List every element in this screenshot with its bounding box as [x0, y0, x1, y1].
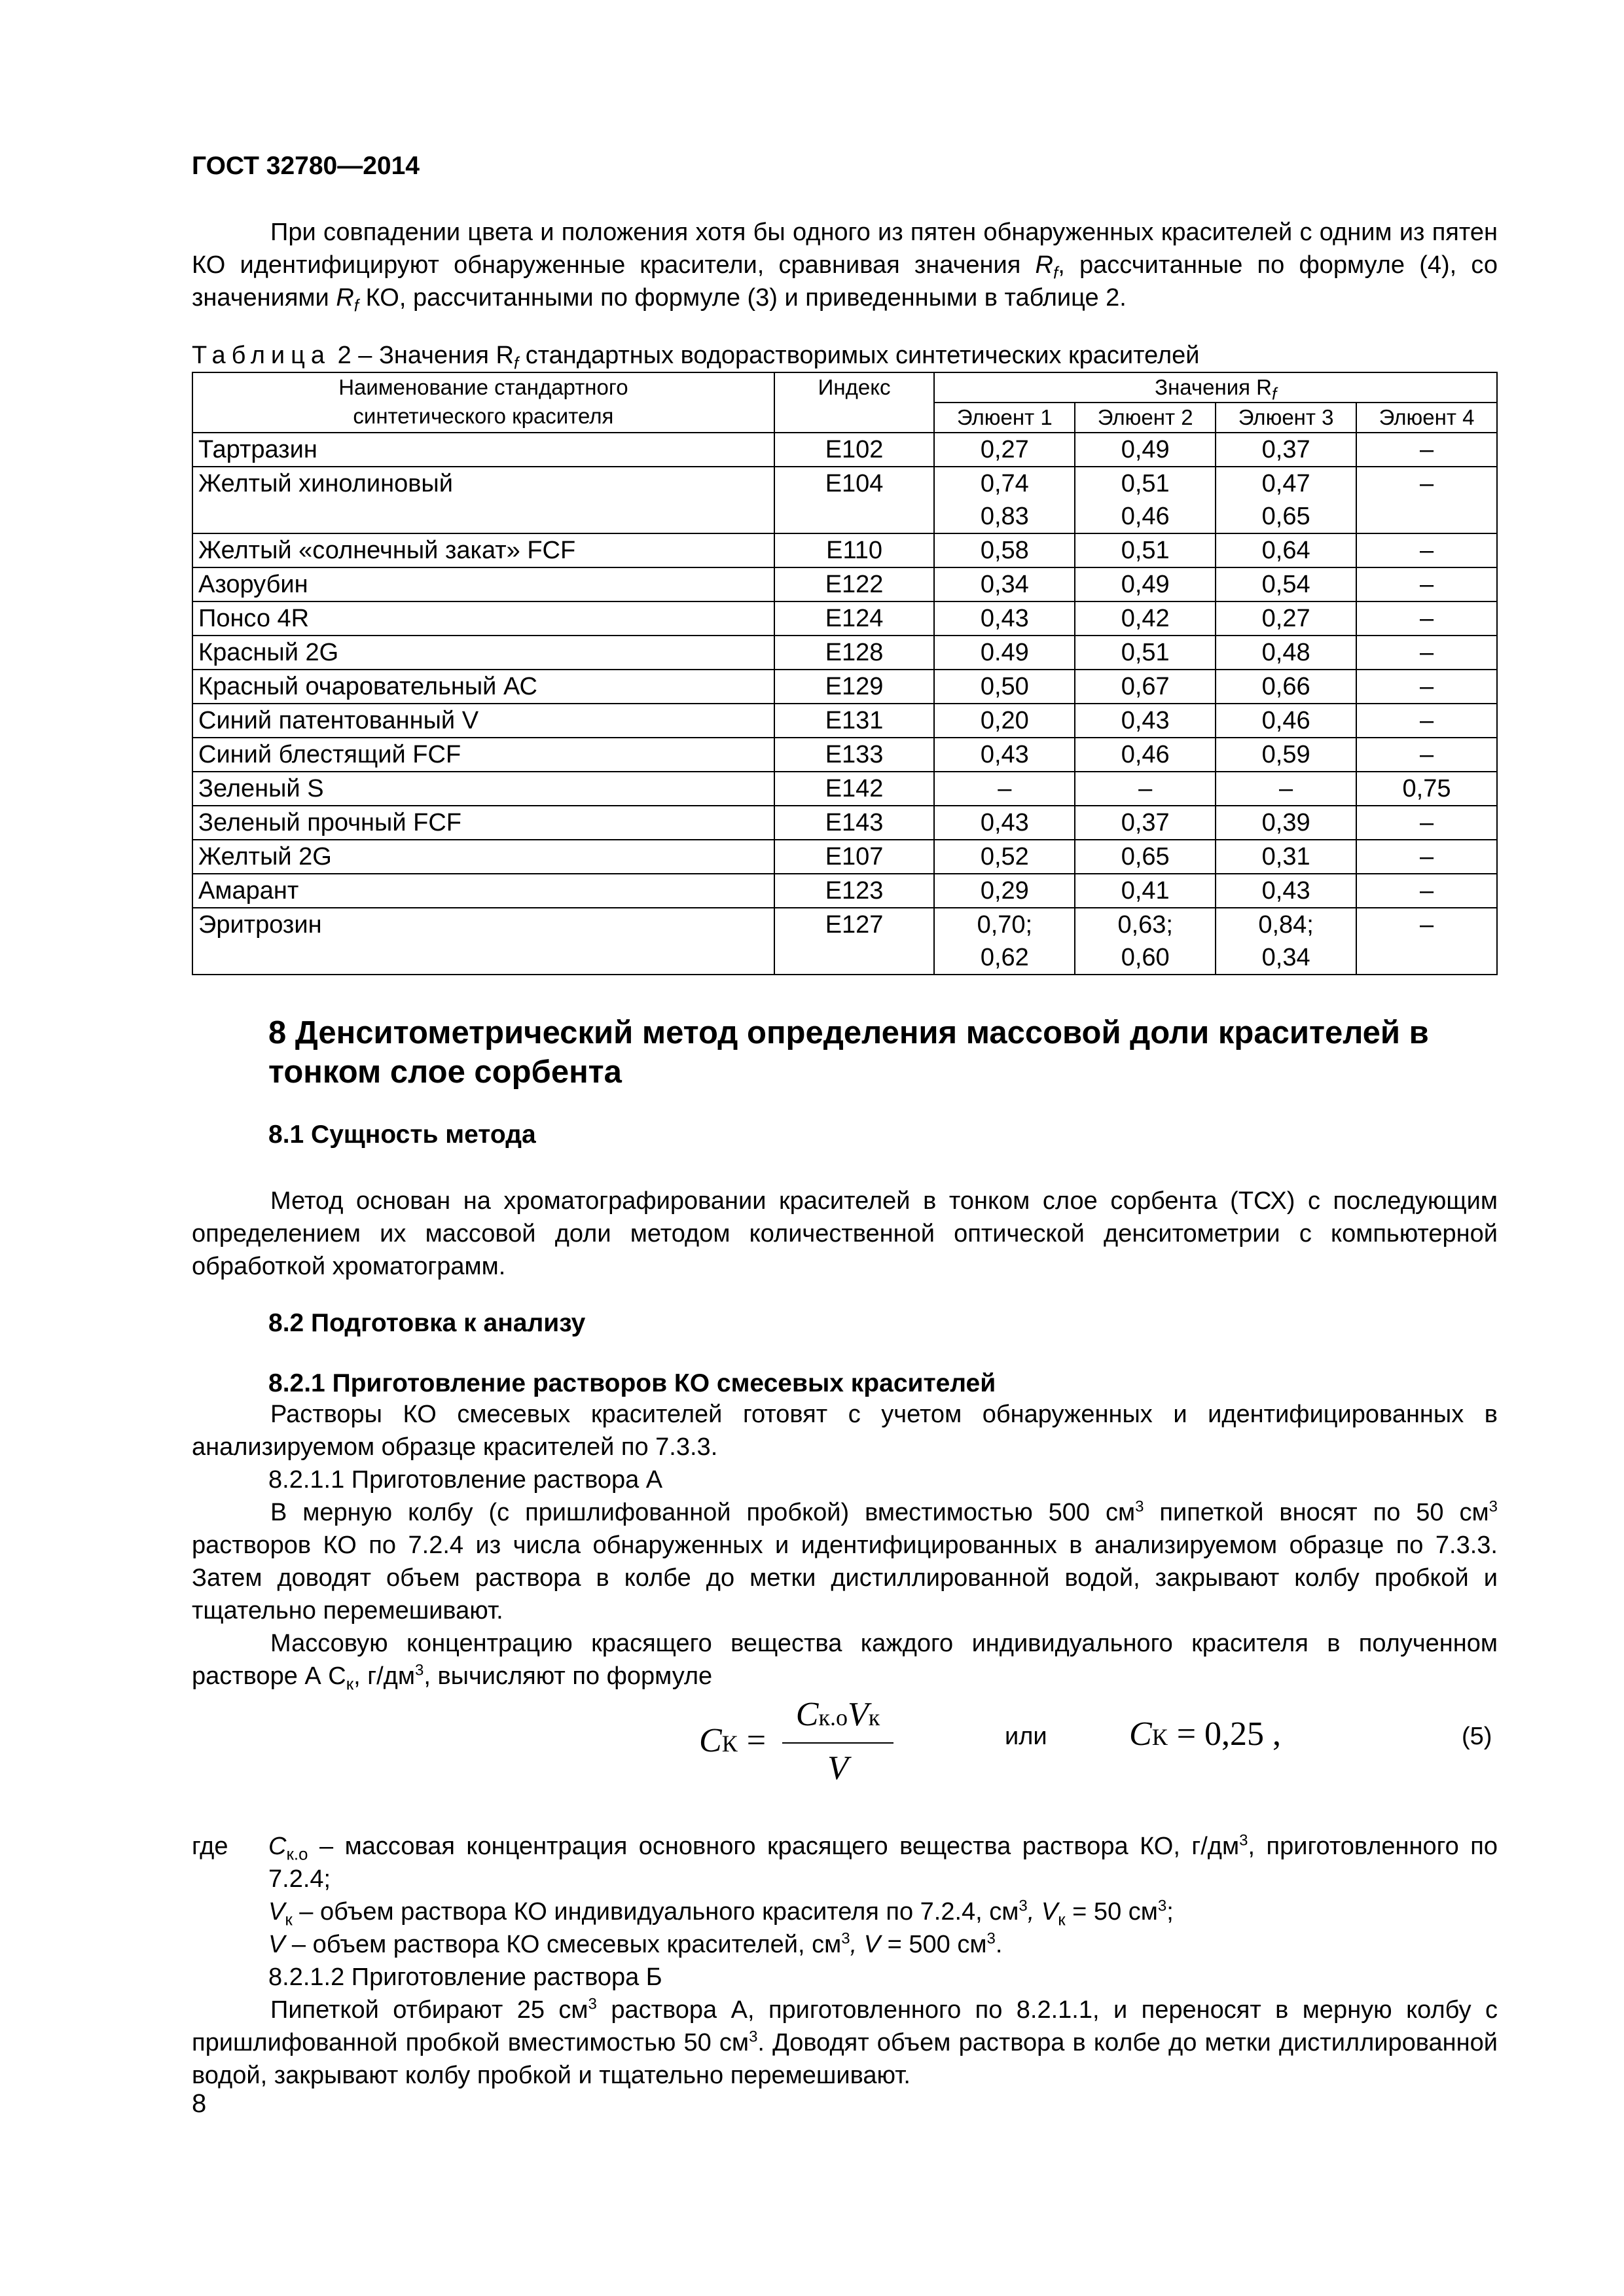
where-item-1 [268, 1830, 1498, 1895]
where-item-2 [268, 1895, 1498, 1928]
eluent-4-cell: – [1356, 533, 1497, 567]
table-row [192, 772, 1497, 806]
where3-text-d: . [995, 1931, 1003, 1958]
dye-name-cell: Амарант [192, 874, 774, 908]
section-8-2-1-1-text [192, 1496, 1498, 1627]
where3-sym: V [268, 1931, 285, 1958]
formula-number: (5) [1462, 1723, 1492, 1750]
dye-index-cell: Е129 [774, 670, 935, 704]
formula-lhs [699, 1721, 766, 1760]
eluent-1-cell: 0,20 [934, 704, 1075, 738]
where-item-3 [268, 1928, 1498, 1961]
table-row [192, 840, 1497, 874]
eluent-1-cell: 0,27 [934, 433, 1075, 467]
table-row [192, 636, 1497, 670]
dye-index-cell: Е133 [774, 738, 935, 772]
section-8-1-title: 8.1 Сущность метода [268, 1121, 536, 1149]
eluent-3-cell: 0,54 [1216, 567, 1356, 601]
eluent-1-cell: 0,29 [934, 874, 1075, 908]
s8211-text-a: В мерную колбу (с пришлифованной пробкой) вместимостью 500 см [270, 1499, 1136, 1526]
eluent-4-cell: – [1356, 840, 1497, 874]
eluent-3-cell: 0,48 [1216, 636, 1356, 670]
header-eluent-2: Элюент 2 [1075, 403, 1216, 433]
eluent-3-cell: 0,43 [1216, 874, 1356, 908]
table-row [192, 908, 1497, 975]
table-row [192, 567, 1497, 601]
formula-eq: = [746, 1722, 767, 1759]
intro-paragraph [192, 216, 1498, 314]
eluent-1-cell: 0,70; 0,62 [934, 908, 1075, 975]
eluent-3-cell: 0,37 [1216, 433, 1356, 467]
dye-index-cell: Е142 [774, 772, 935, 806]
header-eluent-4: Элюент 4 [1356, 403, 1497, 433]
mass-text-a: Массовую концентрацию красящего вещества каждого индивидуального красителя в полученном растворе А С [192, 1630, 1498, 1690]
eluent-4-cell: – [1356, 601, 1497, 636]
sup-3: 3 [1489, 1498, 1498, 1516]
eluent-4-cell: – [1356, 908, 1497, 975]
section-8-2-1-title: 8.2.1 Приготовление растворов КО смесевых красителей [268, 1369, 996, 1397]
header-name: Наименование стандартного синтетического красителя [192, 372, 774, 433]
dye-index-cell: Е124 [774, 601, 935, 636]
eluent-2-cell: 0,51 [1075, 636, 1216, 670]
formula-alt [1129, 1715, 1281, 1753]
header-eluent-1: Элюент 1 [934, 403, 1075, 433]
intro-text-1: При совпадении цвета и положения хотя бы одного из пятен обнаруженных красителей с одним из пятен КО идентифицируют обнаруженные красители, сравнивая значения [192, 219, 1498, 279]
eluent-4-cell: – [1356, 670, 1497, 704]
where1-text-b: , приготовленного по 7.2.4; [268, 1833, 1498, 1893]
formula-num-v-sub: к [868, 1704, 880, 1731]
caption-rest: 2 – Значения R [337, 342, 514, 369]
dye-index-cell: Е128 [774, 636, 935, 670]
formula-or: или [1005, 1723, 1047, 1750]
mass-text-c: , вычисляют по формуле [424, 1662, 713, 1690]
where2-sub: к [285, 1909, 293, 1929]
section-8-2-1-text: Растворы КО смесевых красителей готовят с учетом обнаруженных и идентифицированных в анализируемом образце красителей по 7.3.3. [192, 1401, 1498, 1461]
section-8-1-text: Метод основан на хроматографировании красителей в тонком слое сорбента (ТСХ) с последующим определением их массовой доли методом количественной оптической денситометрии с компьютерной обработкой хроматограмм. [192, 1187, 1498, 1280]
eluent-4-cell: – [1356, 704, 1497, 738]
table-caption [192, 340, 1200, 373]
formula-denominator: V [827, 1749, 848, 1787]
s8212-text-b: раствора А, приготовленного по 8.2.1.1, и переносят в мерную колбу с пришлифованной пробкой вместимостью 50 см [192, 1996, 1498, 2056]
header-eluent-3: Элюент 3 [1216, 403, 1356, 433]
eluent-2-cell: 0,67 [1075, 670, 1216, 704]
formula-lhs-sub: К [721, 1731, 738, 1757]
eluent-3-cell: 0,64 [1216, 533, 1356, 567]
dye-index-cell: Е131 [774, 704, 935, 738]
eluent-3-cell: 0,39 [1216, 806, 1356, 840]
sup-3: 3 [588, 1995, 597, 2013]
dye-name-cell: Понсо 4R [192, 601, 774, 636]
section-8-2-1-1-title: 8.2.1.1 Приготовление раствора А [268, 1466, 663, 1494]
sup-3: 3 [1157, 1897, 1167, 1915]
sup-3: 3 [1019, 1897, 1028, 1915]
caption-sub: f [513, 353, 519, 373]
eluent-2-cell: 0,63; 0,60 [1075, 908, 1216, 975]
dye-name-cell: Красный очаровательный АС [192, 670, 774, 704]
eluent-4-cell: 0,75 [1356, 772, 1497, 806]
dye-name-cell: Азорубин [192, 567, 774, 601]
where1-sub: к.о [286, 1844, 308, 1864]
dye-name-cell: Эритрозин [192, 908, 774, 975]
dye-index-cell: Е110 [774, 533, 935, 567]
table-row [192, 874, 1497, 908]
where2-text-c: = 50 см [1065, 1898, 1158, 1926]
rf-symbol: R [1035, 251, 1053, 279]
dye-index-cell: Е123 [774, 874, 935, 908]
header-values-text: Значения R [1155, 375, 1272, 399]
dye-name-cell: Желтый хинолиновый [192, 467, 774, 533]
fraction-bar [782, 1742, 893, 1744]
eluent-1-cell: 0,43 [934, 738, 1075, 772]
dye-name-cell: Красный 2G [192, 636, 774, 670]
section-8-2-title: 8.2 Подготовка к анализу [268, 1309, 586, 1337]
formula-num-v: V [847, 1696, 869, 1733]
section-8-heading: 8 Денситометрический метод определения массовой доли красителей в тонком слое сорбента [268, 1015, 1429, 1090]
dye-index-cell: Е122 [774, 567, 935, 601]
dye-name-cell: Тартразин [192, 433, 774, 467]
eluent-2-cell: – [1075, 772, 1216, 806]
section-8-2-1-2-title: 8.2.1.2 Приготовление раствора Б [268, 1964, 662, 1991]
header-index: Индекс [774, 372, 935, 433]
eluent-4-cell: – [1356, 874, 1497, 908]
where2-text-d: ; [1166, 1898, 1174, 1926]
eluent-3-cell: 0,84; 0,34 [1216, 908, 1356, 975]
where2-text-a: – объем раствора КО индивидуального красителя по 7.2.4, см [292, 1898, 1019, 1926]
rf-sub: f [353, 295, 359, 315]
eluent-3-cell: 0,66 [1216, 670, 1356, 704]
mass-concentration-text [192, 1627, 1498, 1693]
header-values [934, 372, 1497, 403]
s8212-text-c: . Доводят объем раствора в колбе до метки дистиллированной водой, закрывают колбу пробкой и тщательно перемешивают. [192, 2029, 1498, 2089]
intro-text-2: , рассчитанные по формуле (4), со значениями [192, 251, 1498, 312]
table-row [192, 467, 1497, 533]
sup-3: 3 [986, 1929, 996, 1948]
s8211-text-b: пипеткой вносят по 50 см [1144, 1499, 1489, 1526]
header-values-sub: f [1272, 384, 1277, 404]
table-row [192, 704, 1497, 738]
where1-text-a: – массовая концентрация основного красящего вещества раствора КО, г/дм [308, 1833, 1240, 1860]
eluent-2-cell: 0,41 [1075, 874, 1216, 908]
eluent-2-cell: 0,51 0,46 [1075, 467, 1216, 533]
eluent-2-cell: 0,51 [1075, 533, 1216, 567]
dye-name-cell: Желтый «солнечный закат» FCF [192, 533, 774, 567]
sup-3: 3 [1239, 1831, 1248, 1850]
section-8-2-1-2-text [192, 1994, 1498, 2092]
sup-3: 3 [841, 1929, 850, 1948]
dye-index-cell: Е127 [774, 908, 935, 975]
table-row [192, 533, 1497, 567]
dye-name-cell: Зеленый прочный FCF [192, 806, 774, 840]
formula-num-c: C [795, 1696, 819, 1733]
sup-3: 3 [749, 2028, 758, 2046]
formula-alt-rhs: = 0,25 , [1176, 1715, 1282, 1753]
sup-3: 3 [414, 1661, 424, 1679]
mass-text-b: , г/дм [353, 1662, 415, 1690]
table-row [192, 806, 1497, 840]
caption-word: Таблица [192, 342, 331, 369]
where2-text-b: , V [1027, 1898, 1058, 1926]
eluent-3-cell: – [1216, 772, 1356, 806]
formula-num-c-sub: к.о [818, 1704, 848, 1731]
formula-alt-sub: К [1151, 1724, 1168, 1750]
caption-tail: стандартных водорастворимых синтетических красителей [518, 342, 1200, 369]
dye-index-cell: Е107 [774, 840, 935, 874]
eluent-4-cell: – [1356, 433, 1497, 467]
eluent-1-cell: 0,58 [934, 533, 1075, 567]
eluent-2-cell: 0,46 [1075, 738, 1216, 772]
table-body [192, 433, 1497, 975]
eluent-3-cell: 0,31 [1216, 840, 1356, 874]
s8211-text-c: растворов КО по 7.2.4 из числа обнаруженных и идентифицированных в анализируемом образце по 7.3.3. Затем доводят объем раствора в колбе до метки дистиллированной водой, закрывают колбу пробкой и тщательно перемешивают. [192, 1532, 1498, 1624]
page-number: 8 [192, 2089, 207, 2118]
where1-sym: С [268, 1833, 287, 1860]
dye-name-cell: Синий блестящий FCF [192, 738, 774, 772]
eluent-2-cell: 0,42 [1075, 601, 1216, 636]
where3-text-b: , V [850, 1931, 881, 1958]
eluent-2-cell: 0,43 [1075, 704, 1216, 738]
eluent-1-cell: 0,50 [934, 670, 1075, 704]
eluent-4-cell: – [1356, 467, 1497, 533]
rf-symbol: R [336, 284, 354, 312]
where2-sub: к [1058, 1909, 1066, 1929]
document-header: ГОСТ 32780—2014 [192, 152, 420, 180]
table-row [192, 738, 1497, 772]
eluent-4-cell: – [1356, 567, 1497, 601]
dye-name-cell: Желтый 2G [192, 840, 774, 874]
eluent-3-cell: 0,27 [1216, 601, 1356, 636]
where2-sym: V [268, 1898, 285, 1926]
eluent-3-cell: 0,47 0,65 [1216, 467, 1356, 533]
eluent-2-cell: 0,37 [1075, 806, 1216, 840]
where-label: где [192, 1833, 228, 1860]
eluent-4-cell: – [1356, 806, 1497, 840]
eluent-1-cell: 0.49 [934, 636, 1075, 670]
rf-values-table [192, 372, 1498, 975]
table-row [192, 433, 1497, 467]
eluent-3-cell: 0,46 [1216, 704, 1356, 738]
dye-name-cell: Синий патентованный V [192, 704, 774, 738]
where3-text-c: = 500 см [880, 1931, 987, 1958]
eluent-3-cell: 0,59 [1216, 738, 1356, 772]
eluent-1-cell: 0,43 [934, 601, 1075, 636]
formula-lhs-c: C [699, 1722, 722, 1759]
mass-sub: к [346, 1674, 354, 1694]
eluent-2-cell: 0,65 [1075, 840, 1216, 874]
dye-index-cell: Е104 [774, 467, 935, 533]
eluent-1-cell: 0,34 [934, 567, 1075, 601]
intro-text-3: КО, рассчитанными по формуле (3) и приведенными в таблице 2. [359, 284, 1127, 312]
dye-index-cell: Е102 [774, 433, 935, 467]
s8212-text-a: Пипеткой отбирают 25 см [270, 1996, 588, 2024]
eluent-4-cell: – [1356, 738, 1497, 772]
eluent-1-cell: 0,52 [934, 840, 1075, 874]
eluent-2-cell: 0,49 [1075, 433, 1216, 467]
eluent-1-cell: – [934, 772, 1075, 806]
eluent-1-cell: 0,74 0,83 [934, 467, 1075, 533]
formula-numerator [782, 1695, 893, 1734]
formula-alt-c: C [1129, 1715, 1152, 1753]
eluent-2-cell: 0,49 [1075, 567, 1216, 601]
sup-3: 3 [1135, 1498, 1144, 1516]
table-row [192, 601, 1497, 636]
dye-name-cell: Зеленый S [192, 772, 774, 806]
where3-text-a: – объем раствора КО смесевых красителей, см [285, 1931, 842, 1958]
rf-sub: f [1053, 262, 1058, 283]
eluent-1-cell: 0,43 [934, 806, 1075, 840]
eluent-4-cell: – [1356, 636, 1497, 670]
dye-index-cell: Е143 [774, 806, 935, 840]
table-row [192, 670, 1497, 704]
